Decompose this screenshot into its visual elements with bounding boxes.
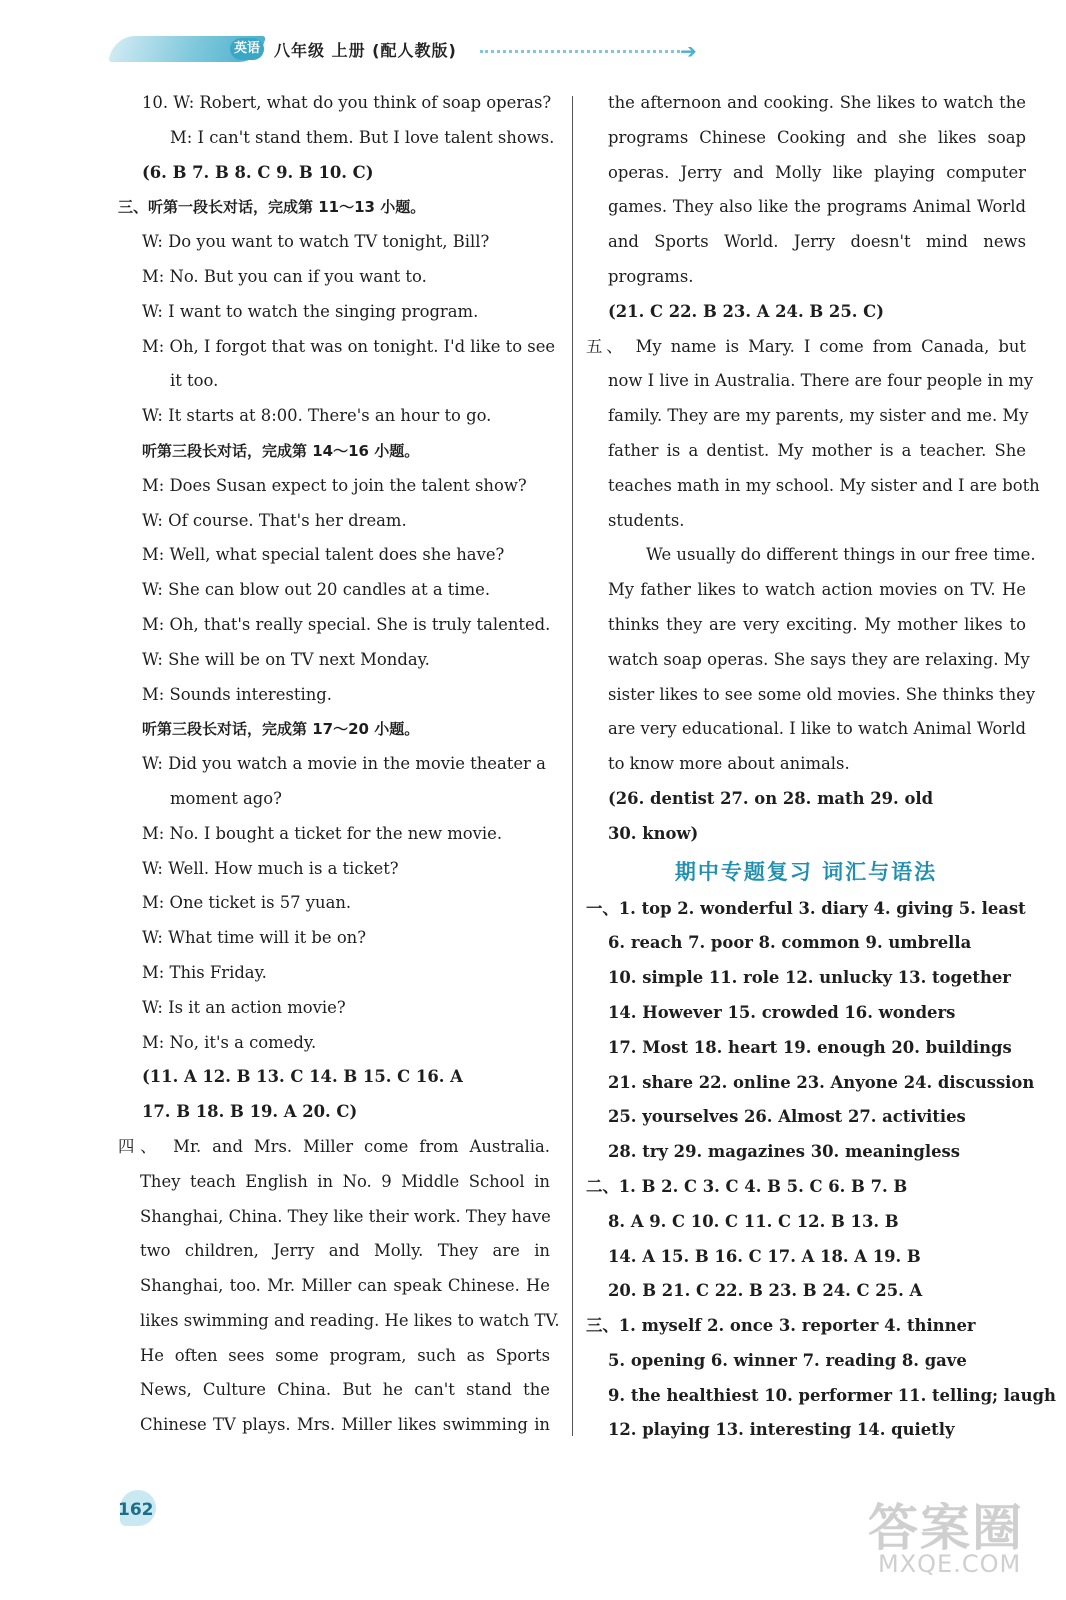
passage-line: two children, Jerry and Molly. They are in [140,1241,550,1261]
section-heading: 听第三段长对话，完成第 14～16 小题。 [142,441,420,460]
passage-line: He often sees some program, such as Sports [140,1345,550,1365]
text-line: M: No. But you can if you want to. [142,266,427,286]
passage-line: the afternoon and cooking. She likes to watch the [608,93,1026,112]
answer-line: 10. simple 11. role 12. unlucky 13. together [608,968,1011,988]
passage-line: games. They also like the programs Animal World [608,197,1026,217]
arrow-icon: ➔ [680,39,697,63]
answer-line: 28. try 29. magazines 30. meaningless [608,1142,960,1162]
page-number-badge [114,1488,164,1532]
answer-line: 12. playing 13. interesting 14. quietly [608,1420,955,1440]
passage-line: programs Chinese Cooking and she likes soap [608,127,1026,147]
answer-line: 25. yourselves 26. Almost 27. activities [608,1107,966,1127]
passage-line: students. [608,510,685,530]
passage-line: Chinese TV plays. Mrs. Miller likes swimming in [140,1415,550,1435]
passage-line: father is a dentist. My mother is a teacher. She [608,440,1026,460]
answer-line: 17. Most 18. heart 19. enough 20. buildings [608,1037,1012,1057]
answer-line: 二、1. B 2. C 3. C 4. B 5. C 6. B 7. B [586,1176,908,1196]
answer-line: (11. A 12. B 13. C 14. B 15. C 16. A [142,1067,463,1087]
passage-line: programs. [608,266,694,286]
text-line: W: She can blow out 20 candles at a time. [142,580,491,600]
passage-line: News, Culture China. But he can't stand the [140,1380,550,1400]
watermark-url: MXQE.COM [878,1550,1022,1578]
passage-line: teaches math in my school. My sister and I are both [608,475,1040,495]
watermark-logo [858,1488,1038,1588]
text-line: 10. W: Robert, what do you think of soap operas? [142,93,552,112]
passage-line: now I live in Australia. There are four people in my [608,371,1034,391]
right-column [586,86,1056,1448]
passage-line: 五、 My name is Mary. I come from Canada, but [586,336,1026,356]
left-column [118,86,560,1443]
page-number: 162 [118,1500,154,1520]
watermark-text: 答案圈 [868,1499,1024,1557]
header-dotted-rule [480,50,680,53]
answer-line: (6. B 7. B 8. C 9. B 10. C) [142,162,374,182]
answer-line: 21. share 22. online 23. Anyone 24. discussion [608,1072,1035,1092]
text-line: W: What time will it be on? [142,928,367,948]
answer-line: 一、1. top 2. wonderful 3. diary 4. giving 5. least [586,898,1026,918]
text-line: W: Is it an action movie? [142,997,346,1017]
text-line: it too. [170,371,219,391]
passage-line: likes swimming and reading. He likes to watch TV. [140,1310,560,1330]
passage-line: 四、 Mr. and Mrs. Miller come from Australia. [118,1136,550,1156]
text-line: M: No, it's a comedy. [142,1032,317,1052]
text-line: M: No. I bought a ticket for the new movie. [142,823,503,843]
passage-line: They teach English in No. 9 Middle School in [140,1171,550,1191]
text-line: M: I can't stand them. But I love talent shows. [170,127,555,147]
answer-line: 20. B 21. C 22. B 23. B 24. C 25. A [608,1281,923,1301]
page-header [112,34,732,74]
header-title: 八年级 上册 (配人教版) [274,41,457,60]
passage-line: operas. Jerry and Molly like playing computer [608,162,1026,182]
passage-line: and Sports World. Jerry doesn't mind news [608,232,1026,252]
text-line: W: She will be on TV next Monday. [142,649,430,669]
text-line: M: Sounds interesting. [142,684,332,704]
text-line: M: Oh, that's really special. She is truly talented. [142,614,551,634]
answer-line: 14. However 15. crowded 16. wonders [608,1002,956,1022]
text-line: M: One ticket is 57 yuan. [142,893,352,913]
answer-line: 5. opening 6. winner 7. reading 8. gave [608,1350,967,1370]
text-line: M: Does Susan expect to join the talent show? [142,475,527,495]
passage-line: are very educational. I like to watch Animal World [608,719,1026,739]
text-line: W: Did you watch a movie in the movie theater a [142,754,546,774]
answer-line: (21. C 22. B 23. A 24. B 25. C) [608,301,884,321]
passage-line: to know more about animals. [608,754,850,774]
answer-line: 30. know) [608,823,699,843]
text-line: M: Well, what special talent does she have? [142,545,505,565]
column-divider [572,96,573,1436]
passage-line: Shanghai, China. They like their work. They have [140,1206,551,1226]
text-line: W: I want to watch the singing program. [142,301,479,321]
answer-line: 9. the healthiest 10. performer 11. telling; laugh [608,1385,1056,1405]
answer-line: 17. B 18. B 19. A 20. C) [142,1102,358,1122]
section-heading: 三、听第一段长对话，完成第 11～13 小题。 [118,198,426,217]
answer-line: 6. reach 7. poor 8. common 9. umbrella [608,933,972,953]
section-title: 期中专题复习 词汇与语法 [674,859,938,884]
text-line: M: This Friday. [142,962,267,982]
answer-line: 8. A 9. C 10. C 11. C 12. B 13. B [608,1211,899,1231]
passage-line: sister likes to see some old movies. She thinks they [608,684,1036,704]
text-line: M: Oh, I forgot that was on tonight. I'd like to see [142,336,556,356]
answer-line: (26. dentist 27. on 28. math 29. old [608,788,934,808]
section-heading: 听第三段长对话，完成第 17～20 小题。 [142,720,420,739]
answer-line: 三、1. myself 2. once 3. reporter 4. thinner [586,1316,976,1336]
passage-line: thinks they are very exciting. My mother likes to [608,614,1026,634]
text-line: W: Well. How much is a ticket? [142,858,399,878]
passage-line: watch soap operas. She says they are relaxing. My [608,649,1030,669]
passage-line: Shanghai, too. Mr. Miller can speak Chinese. He [140,1276,550,1296]
text-line: W: Do you want to watch TV tonight, Bill? [142,232,490,252]
passage-line: My father likes to watch action movies on TV. He [608,580,1026,600]
subject-badge: 英语 [230,38,264,60]
passage-line: We usually do different things in our free time. [646,545,1036,565]
text-line: moment ago? [170,788,282,808]
text-line: W: Of course. That's her dream. [142,510,407,530]
text-line: W: It starts at 8:00. There's an hour to go. [142,406,492,426]
passage-line: family. They are my parents, my sister and me. My [608,406,1029,426]
answer-line: 14. A 15. B 16. C 17. A 18. A 19. B [608,1246,921,1266]
